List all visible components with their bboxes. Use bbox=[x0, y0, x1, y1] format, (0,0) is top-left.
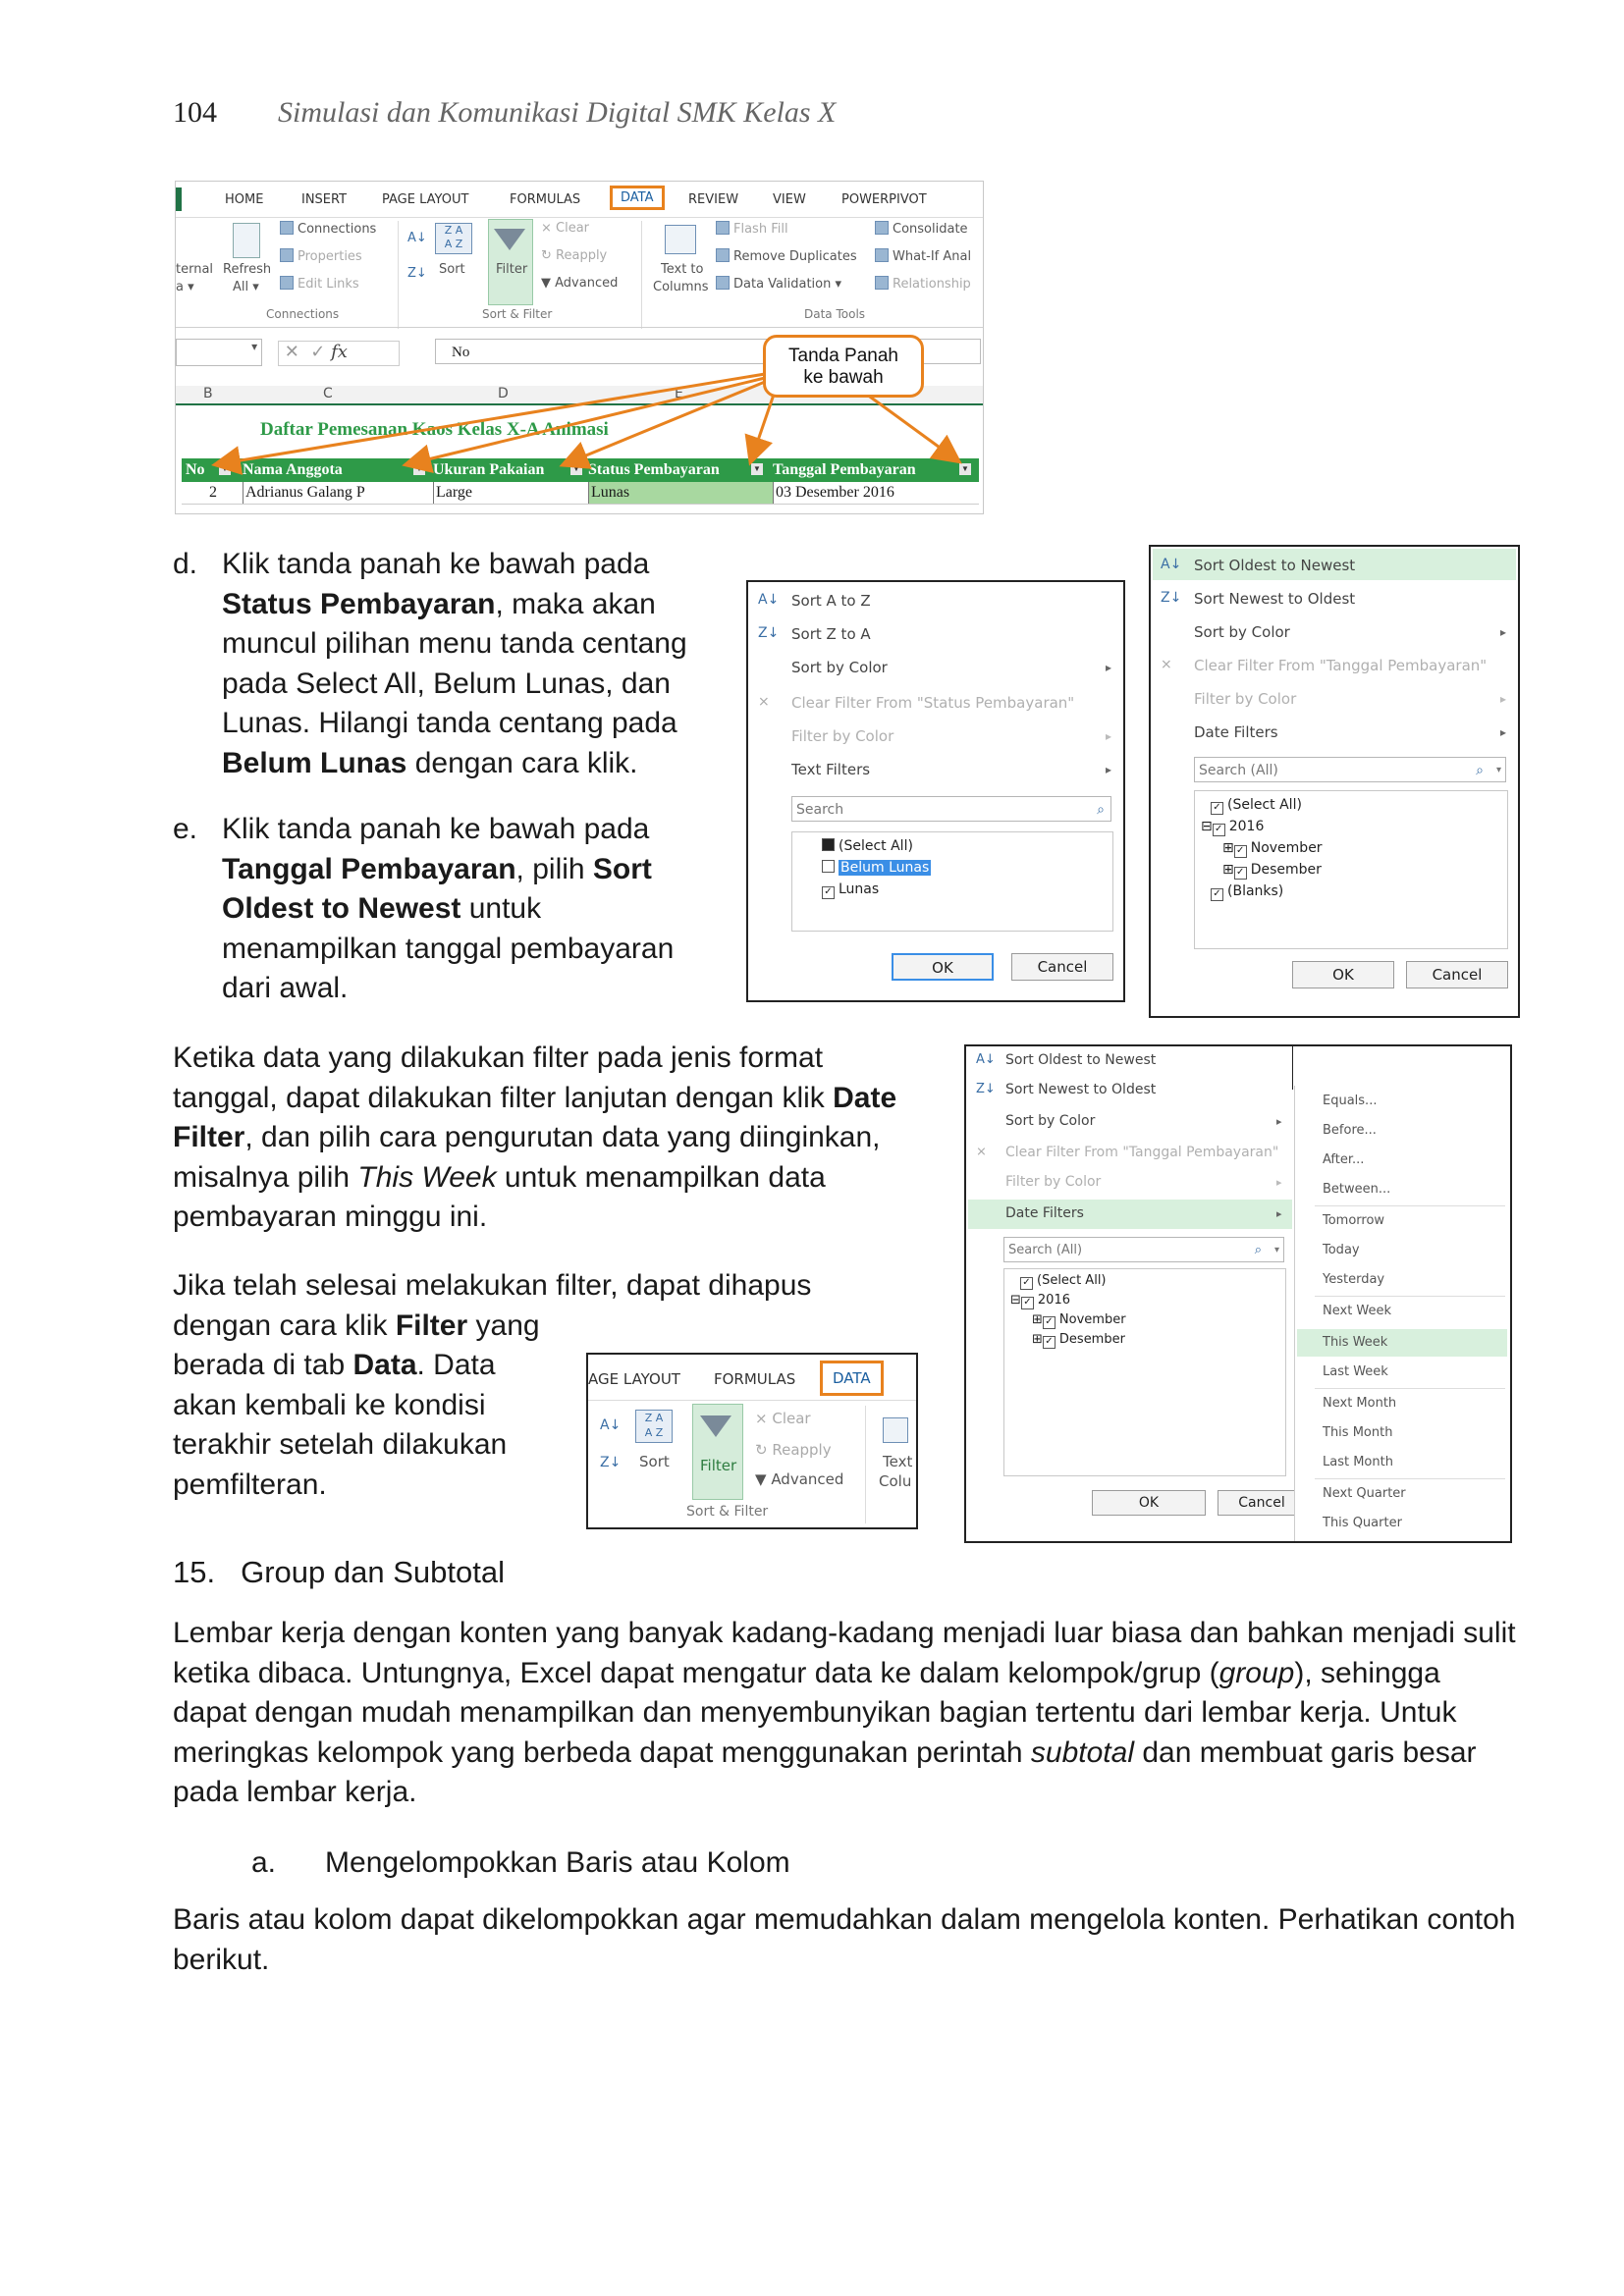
tab-page-layout[interactable]: AGE LAYOUT bbox=[588, 1370, 680, 1388]
list-item-select-all[interactable]: ✓ (Select All) bbox=[1020, 1273, 1107, 1290]
sort-z-to-a-item[interactable]: Sort Z to A bbox=[791, 625, 871, 643]
group-sort-filter-label: Sort & Filter bbox=[482, 307, 553, 321]
submenu-next-week[interactable]: Next Week bbox=[1323, 1304, 1392, 1318]
col-header-d[interactable]: D bbox=[498, 386, 509, 401]
checkbox-checked[interactable]: ✓ bbox=[1234, 845, 1247, 858]
sort-icon: Z A A Z bbox=[635, 1410, 673, 1443]
list-item-select-all[interactable]: ✓ (Select All) bbox=[1211, 797, 1302, 815]
sort-newest-icon: Z↓ bbox=[976, 1082, 996, 1096]
filter-dropdown-tanggal[interactable]: ▼ bbox=[959, 463, 971, 475]
step-e-label: e. bbox=[173, 813, 198, 845]
advanced-icon: ▼ bbox=[541, 276, 556, 291]
remove-duplicates-button[interactable]: Remove Duplicates bbox=[716, 248, 857, 264]
list-item-belum-lunas[interactable]: Belum Lunas bbox=[822, 860, 931, 876]
chevron-right-icon: ▸ bbox=[1499, 725, 1506, 739]
list-item-november[interactable]: ⊞ ✓ November bbox=[1222, 840, 1323, 856]
tab-insert[interactable]: INSERT bbox=[301, 192, 348, 207]
col-header-c[interactable]: C bbox=[323, 386, 333, 401]
cell-tanggal[interactable]: 03 Desember 2016 bbox=[773, 482, 894, 504]
list-item-2016[interactable]: ⊟ ✓ 2016 bbox=[1010, 1293, 1070, 1308]
checkbox-checked[interactable]: ✓ bbox=[1211, 888, 1223, 901]
chevron-right-icon: ▸ bbox=[1276, 1115, 1282, 1128]
subsection-title: Mengelompokkan Baris atau Kolom bbox=[325, 1846, 790, 1879]
page-number: 104 bbox=[173, 96, 217, 129]
properties-button[interactable]: Properties bbox=[280, 248, 362, 264]
checkbox-checked[interactable]: ✓ bbox=[1234, 867, 1247, 880]
header-status: Status Pembayaran bbox=[588, 461, 720, 478]
filter-dropdown-nama[interactable]: ▼ bbox=[413, 463, 425, 475]
tab-formulas[interactable]: FORMULAS bbox=[714, 1370, 796, 1388]
submenu-this-week[interactable]: This Week bbox=[1323, 1335, 1388, 1350]
clear-filter-item[interactable]: Clear Filter From "Tanggal Pembayaran" bbox=[1194, 657, 1488, 674]
edit-links-button[interactable]: Edit Links bbox=[280, 276, 359, 292]
sort-az-icon[interactable]: A↓ bbox=[407, 231, 427, 245]
header-no: No bbox=[186, 461, 205, 478]
filter-label: Filter bbox=[496, 262, 528, 277]
advanced-icon: ▼ bbox=[755, 1470, 772, 1488]
clear-filter-icon: ⨯ bbox=[1161, 657, 1172, 672]
tab-page-layout[interactable]: PAGE LAYOUT bbox=[382, 192, 469, 207]
group-connections-label: Connections bbox=[266, 307, 340, 321]
sort-icon: Z A A Z bbox=[435, 223, 472, 254]
sort-oldest-icon: A↓ bbox=[1161, 557, 1182, 572]
book-title: Simulasi dan Komunikasi Digital SMK Kelas X bbox=[278, 96, 837, 129]
paragraph-date-filter: Ketika data yang dilakukan filter pada jenis format tanggal, dapat dilakukan filter lanjutan dengan klik Date Filter, dan pilih cara pengurutan data yang diinginkan, misalnya pilih This Week untuk menampilkan data pembayaran minggu ini. bbox=[173, 1041, 897, 1233]
checkbox-partial[interactable] bbox=[822, 838, 835, 851]
formula-bar-input[interactable]: No bbox=[435, 339, 981, 364]
tab-powerpivot[interactable]: POWERPIVOT bbox=[841, 192, 927, 207]
text-filters-item[interactable]: Text Filters bbox=[791, 761, 871, 778]
value-list bbox=[1194, 790, 1508, 949]
search-icon: ⌕ bbox=[1254, 1243, 1262, 1257]
tab-home[interactable]: HOME bbox=[225, 192, 264, 207]
checkbox-checked[interactable]: ✓ bbox=[1021, 1297, 1034, 1309]
filter-menu-date-filters bbox=[964, 1044, 1512, 1543]
sort-za-icon[interactable]: Z↓ bbox=[407, 266, 427, 281]
tab-review[interactable]: REVIEW bbox=[688, 192, 739, 207]
paragraph-clear-filter: Jika telah selesai melakukan filter, dapat dihapus dengan cara klik Filter yang berada di tab Data. Data akan kembali ke kondisi terakhir setelah dilakukan pemfilteran. bbox=[173, 1269, 812, 1501]
cell-ukuran[interactable]: Large bbox=[433, 482, 472, 504]
text-to-columns-label: Colu bbox=[879, 1472, 912, 1490]
col-header-e[interactable]: E bbox=[675, 386, 683, 401]
tab-view[interactable]: VIEW bbox=[773, 192, 806, 207]
submenu-after[interactable]: After... bbox=[1323, 1152, 1365, 1167]
search-input[interactable]: Search (All) ⌕ ▾ bbox=[1194, 757, 1506, 782]
chevron-right-icon: ▸ bbox=[1105, 729, 1111, 743]
checkbox-checked[interactable]: ✓ bbox=[1043, 1336, 1056, 1349]
text-to-columns-button[interactable]: Text to bbox=[661, 262, 704, 277]
submenu-this-quarter[interactable]: This Quarter bbox=[1323, 1516, 1402, 1530]
tab-formulas[interactable]: FORMULAS bbox=[510, 192, 581, 207]
sort-newest-item[interactable]: Sort Newest to Oldest bbox=[1005, 1082, 1157, 1097]
submenu-this-month[interactable]: This Month bbox=[1323, 1425, 1393, 1440]
clear-filter-item[interactable]: Clear Filter From "Tanggal Pembayaran" bbox=[1005, 1145, 1279, 1160]
filter-by-color-item[interactable]: Filter by Color bbox=[791, 727, 894, 745]
col-header-b[interactable]: B bbox=[203, 386, 213, 401]
clear-filter-icon: ⨯ bbox=[758, 694, 770, 710]
header-tanggal: Tanggal Pembayaran bbox=[773, 461, 916, 478]
ok-button[interactable]: OK bbox=[1092, 1490, 1206, 1516]
checkbox-checked[interactable]: ✓ bbox=[1020, 1277, 1033, 1290]
chevron-down-icon[interactable]: ▾ bbox=[1495, 765, 1501, 775]
external-data-arrow: a ▾ bbox=[176, 280, 194, 294]
search-icon: ⌕ bbox=[1097, 802, 1105, 818]
submenu-equals[interactable]: Equals... bbox=[1323, 1094, 1378, 1108]
text-to-columns-label: Columns bbox=[653, 280, 709, 294]
external-data-label[interactable]: ternal bbox=[176, 262, 214, 277]
submenu-today[interactable]: Today bbox=[1323, 1243, 1360, 1257]
flash-fill-button[interactable]: Flash Fill bbox=[716, 221, 788, 237]
tab-data[interactable]: DATA bbox=[610, 186, 665, 210]
cancel-button[interactable]: Cancel bbox=[1406, 961, 1508, 988]
text-to-columns-button[interactable]: Text bbox=[883, 1453, 913, 1470]
sort-newest-icon: Z↓ bbox=[1161, 590, 1182, 606]
step-e-text: Klik tanda panah ke bawah pada Tanggal Pembayaran, pilih Sort Oldest to Newest untuk menampilkan tanggal pembayaran dari awal. bbox=[222, 813, 675, 1004]
subsection-label: a. bbox=[251, 1846, 277, 1879]
refresh-all-label: All ▾ bbox=[233, 280, 259, 294]
date-filters-item[interactable]: Date Filters bbox=[1005, 1205, 1084, 1221]
ok-button[interactable]: OK bbox=[1292, 961, 1394, 988]
header-nama: Nama Anggota bbox=[243, 461, 343, 478]
data-validation-button[interactable]: Data Validation ▾ bbox=[716, 276, 841, 292]
sort-oldest-item[interactable]: Sort Oldest to Newest bbox=[1005, 1052, 1157, 1068]
name-box[interactable]: ▾ bbox=[176, 339, 262, 366]
step-d-label: d. bbox=[173, 548, 198, 580]
section-title: Group dan Subtotal bbox=[241, 1555, 505, 1589]
group-sort-filter-label: Sort & Filter bbox=[686, 1504, 769, 1520]
clear-icon: ⨯ bbox=[541, 221, 557, 236]
reapply-icon: ↻ bbox=[541, 248, 557, 263]
section-heading bbox=[173, 1555, 505, 1590]
cell-nama[interactable]: Adrianus Galang P bbox=[243, 482, 365, 504]
sort-oldest-item[interactable]: Sort Oldest to Newest bbox=[1194, 557, 1356, 574]
sort-button[interactable]: Sort bbox=[639, 1453, 670, 1470]
value-list bbox=[1003, 1268, 1286, 1476]
submenu-last-week[interactable]: Last Week bbox=[1323, 1364, 1388, 1379]
chevron-down-icon[interactable]: ▾ bbox=[1273, 1245, 1279, 1255]
reapply-icon: ↻ bbox=[755, 1441, 773, 1459]
relationships-button[interactable]: Relationship bbox=[875, 276, 971, 292]
chevron-right-icon: ▸ bbox=[1276, 1207, 1282, 1220]
advanced-button[interactable]: ▼ Advanced bbox=[755, 1470, 844, 1488]
checkbox-unchecked[interactable] bbox=[822, 860, 835, 873]
what-if-button[interactable]: What-If Anal bbox=[875, 248, 971, 264]
filter-label: Filter bbox=[700, 1457, 737, 1474]
chevron-right-icon: ▸ bbox=[1276, 1176, 1282, 1189]
filter-menu-status bbox=[746, 580, 1125, 1002]
callout-tanda-panah: Tanda Panah ke bawah bbox=[763, 335, 924, 398]
submenu-between[interactable]: Between... bbox=[1323, 1182, 1391, 1197]
filter-menu-tanggal bbox=[1149, 545, 1520, 1018]
search-input[interactable]: Search ⌕ bbox=[791, 796, 1111, 822]
tab-data[interactable]: DATA bbox=[820, 1361, 884, 1396]
clear-button[interactable]: ⨯ Clear bbox=[541, 221, 590, 236]
search-input[interactable]: Search (All) ⌕ ▾ bbox=[1003, 1237, 1284, 1262]
sort-za-icon[interactable]: Z↓ bbox=[600, 1455, 622, 1470]
consolidate-button[interactable]: Consolidate bbox=[875, 221, 968, 237]
sort-oldest-icon: A↓ bbox=[976, 1052, 996, 1067]
formula-bar-icons: ✕ ✓ fx bbox=[278, 341, 400, 366]
submenu-next-month[interactable]: Next Month bbox=[1323, 1396, 1397, 1411]
sort-button[interactable]: Sort bbox=[439, 262, 465, 277]
submenu-yesterday[interactable]: Yesterday bbox=[1323, 1272, 1385, 1287]
refresh-all-button[interactable]: Refresh bbox=[223, 262, 272, 277]
filter-icon bbox=[700, 1415, 731, 1437]
header-ukuran: Ukuran Pakaian bbox=[433, 461, 545, 478]
clear-filter-icon: ⨯ bbox=[976, 1145, 987, 1159]
group-data-tools-label: Data Tools bbox=[804, 307, 866, 321]
checkbox-checked[interactable]: ✓ bbox=[1213, 824, 1225, 836]
list-item-lunas[interactable]: ✓ Lunas bbox=[822, 881, 879, 899]
filter-dropdown-status[interactable]: ▼ bbox=[751, 463, 763, 475]
list-item-desember[interactable]: ⊞ ✓ Desember bbox=[1222, 862, 1322, 878]
step-d bbox=[173, 545, 723, 1026]
sort-newest-item[interactable]: Sort Newest to Oldest bbox=[1194, 590, 1356, 608]
text-to-columns-icon bbox=[883, 1417, 908, 1443]
cancel-button[interactable]: Cancel bbox=[1218, 1490, 1306, 1516]
submenu-before[interactable]: Before... bbox=[1323, 1123, 1377, 1138]
date-filters-item[interactable]: Date Filters bbox=[1194, 723, 1278, 741]
value-list bbox=[791, 831, 1113, 932]
reapply-button[interactable]: ↻ Reapply bbox=[541, 248, 608, 263]
filter-by-color-item[interactable]: Filter by Color bbox=[1005, 1174, 1102, 1190]
list-item-desember[interactable]: ⊞ ✓ Desember bbox=[1032, 1332, 1125, 1347]
cancel-button[interactable]: Cancel bbox=[1011, 953, 1113, 981]
list-item-blanks[interactable]: ✓ (Blanks) bbox=[1211, 883, 1283, 901]
clear-icon: ⨯ bbox=[755, 1410, 773, 1427]
chevron-right-icon: ▸ bbox=[1499, 692, 1506, 706]
chevron-right-icon: ▸ bbox=[1105, 661, 1111, 674]
clear-filter-item[interactable]: Clear Filter From "Status Pembayaran" bbox=[791, 694, 1075, 712]
clear-button[interactable]: ⨯ Clear bbox=[755, 1410, 811, 1427]
ribbon-screenshot bbox=[175, 181, 984, 514]
submenu-tomorrow[interactable]: Tomorrow bbox=[1323, 1213, 1385, 1228]
submenu-last-month[interactable]: Last Month bbox=[1323, 1455, 1393, 1469]
reapply-button[interactable]: ↻ Reapply bbox=[755, 1441, 832, 1459]
date-filters-submenu bbox=[1294, 1086, 1509, 1541]
sort-by-color-item[interactable]: Sort by Color bbox=[1005, 1113, 1096, 1129]
sort-a-to-z-item[interactable]: Sort A to Z bbox=[791, 592, 871, 610]
paragraph-group-rows: Baris atau kolom dapat dikelompokkan agar memudahkan dalam mengelola konten. Perhatikan contoh berikut. bbox=[173, 1903, 1516, 1976]
step-d-text: Klik tanda panah ke bawah pada Status Pembayaran, maka akan muncul pilihan menu tanda centang pada Select All, Belum Lunas, dan Lunas. Hilangi tanda centang pada Belum Lunas dengan cara klik. bbox=[222, 548, 687, 779]
cell-no[interactable]: 2 bbox=[209, 484, 217, 501]
cell-status[interactable]: Lunas bbox=[588, 482, 774, 504]
list-item-2016[interactable]: ⊟ ✓ 2016 bbox=[1201, 819, 1265, 834]
chevron-right-icon: ▸ bbox=[1105, 763, 1111, 776]
list-item-select-all[interactable]: (Select All) bbox=[822, 838, 913, 854]
ok-button[interactable]: OK bbox=[892, 953, 994, 981]
filter-dropdown-ukuran[interactable]: ▼ bbox=[570, 463, 582, 475]
sort-za-icon: Z↓ bbox=[758, 625, 780, 641]
checkbox-checked[interactable]: ✓ bbox=[1043, 1316, 1056, 1329]
filter-by-color-item[interactable]: Filter by Color bbox=[1194, 690, 1297, 708]
search-icon: ⌕ bbox=[1476, 763, 1484, 778]
sheet-title: Daftar Pemesanan Kaos Kelas X-A Animasi bbox=[260, 419, 609, 440]
subsection-heading bbox=[251, 1843, 790, 1884]
checkbox-checked[interactable]: ✓ bbox=[1211, 802, 1223, 815]
section-number: 15. bbox=[173, 1555, 216, 1589]
submenu-next-quarter[interactable]: Next Quarter bbox=[1323, 1486, 1406, 1501]
checkbox-checked[interactable]: ✓ bbox=[822, 886, 835, 899]
sort-az-icon[interactable]: A↓ bbox=[600, 1417, 622, 1433]
paragraph-group-subtotal: Lembar kerja dengan konten yang banyak kadang-kadang menjadi luar biasa dan bahkan menjadi sulit ketika dibaca. Untungnya, Excel dapat mengatur data ke dalam kelompok/grup (group), sehingga dapat dengan mudah menampilkan dan menyembunyikan bagian tertentu dari lembar kerja. Untuk meringkas kelompok yang berbeda dapat menggunakan perintah subtotal dan membuat garis besar pada lembar kerja. bbox=[173, 1617, 1516, 1808]
filter-dropdown-no[interactable]: ▼ bbox=[219, 463, 231, 475]
list-item-november[interactable]: ⊞ ✓ November bbox=[1032, 1312, 1126, 1327]
ribbon-screenshot-filter bbox=[586, 1353, 918, 1529]
chevron-right-icon: ▸ bbox=[1499, 625, 1506, 639]
connections-button[interactable]: Connections bbox=[280, 221, 376, 237]
sort-az-icon: A↓ bbox=[758, 592, 780, 608]
advanced-button[interactable]: ▼ Advanced bbox=[541, 276, 619, 291]
sort-by-color-item[interactable]: Sort by Color bbox=[1194, 623, 1290, 641]
sort-by-color-item[interactable]: Sort by Color bbox=[791, 659, 888, 676]
